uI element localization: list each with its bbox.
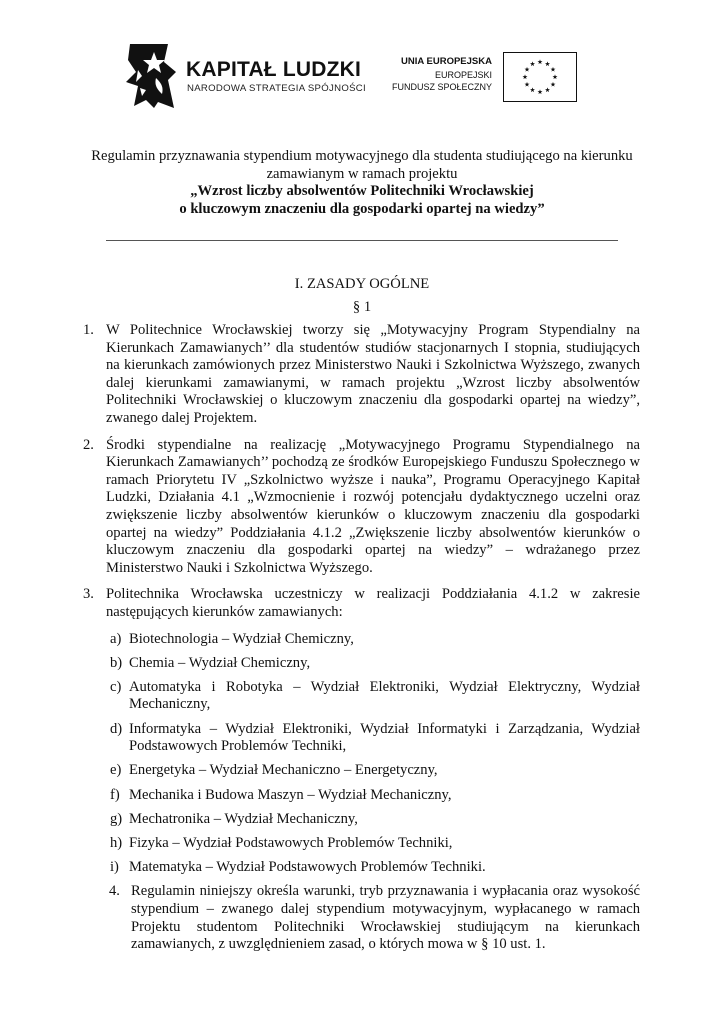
item-number: 3. xyxy=(83,586,94,603)
sub-list-item xyxy=(80,811,640,829)
sub-item-text: Matematyka – Wydział Podstawowych Problemów Techniki. xyxy=(129,859,486,876)
item-number: 1. xyxy=(83,322,94,338)
item-text: W Politechnice Wrocławskiej tworzy się „Motywacyjny Program Stypendialny na Kierunkach Zamawianych’’ dla studentów studiów stacjonarnych I stopnia, studiujących na kierunkach zamówionych przez Ministerstwo Nauki i Szkolnictwa Wyższego, zwanych dalej kierunkami zamawianymi, w ramach projektu „Wzrost liczby absolwentów Politechniki Wrocławskiej o kluczowym znaczeniu dla gospodarki opartej na wiedzy”, zwanego dalej Projektem. xyxy=(106,322,640,426)
item-text: Politechnika Wrocławska uczestniczy w realizacji Poddziałania 4.1.2 w zakresie następujących kierunków zamawianych: xyxy=(106,586,640,620)
page-header xyxy=(0,0,724,120)
project-line-2: o kluczowym znaczeniu dla gospodarki opartej na wiedzy” xyxy=(179,200,545,217)
sub-list-item xyxy=(80,679,640,714)
sub-item-letter: f) xyxy=(110,786,120,803)
eu-logo-line1: UNIA EUROPEJSKA xyxy=(401,56,492,67)
sub-item-letter: e) xyxy=(110,762,122,779)
sub-item-text: Chemia – Wydział Chemiczny, xyxy=(129,654,311,671)
document-body xyxy=(80,322,640,963)
sub-list-item xyxy=(80,835,640,853)
sub-item-letter: h) xyxy=(110,835,123,851)
sub-list-item xyxy=(80,631,640,649)
item-text: Środki stypendialne na realizację „Motywacyjnego Programu Stypendialnego na Kierunkach Zamawianych’’ pochodzą ze środków Europejskiego Funduszu Społecznego w ramach Priorytetu IV „Szkolnictwo wyższe i nauka”, Programu Operacyjnego Kapitał Ludzki, Działania 4.1 „Wzmocnienie i rozwój potencjału dydaktycznego uczelni oraz zwiększenie liczby absolwentów kierunków o kluczowym znaczeniu dla gospodarki opartej na wiedzy” Poddziałania 4.1.2 „Zwiększenie liczby absolwentów kierunków o kluczowym znaczeniu dla gospodarki opartej na wiedzy” – wdrażanego przez Ministerstwo Nauki i Szkolnictwa Wyższego. xyxy=(106,436,640,576)
eu-logo-line2: EUROPEJSKI xyxy=(434,69,492,80)
sub-list-item xyxy=(80,721,640,756)
eu-flag-icon xyxy=(503,52,577,102)
project-line-1: „Wzrost liczby absolwentów Politechniki Wrocławskiej xyxy=(190,183,534,199)
section-title: I. ZASADY OGÓLNE xyxy=(294,276,430,292)
sub-item-text: Informatyka – Wydział Elektroniki, Wydział Informatyki i Zarządzania, Wydział Podstawowych Problemów Techniki, xyxy=(129,720,640,755)
sub-item-letter: a) xyxy=(110,630,122,647)
list-item xyxy=(80,586,640,621)
list-item xyxy=(80,883,640,953)
eu-logo-text xyxy=(392,56,492,94)
sub-item-letter: d) xyxy=(110,720,123,737)
sub-list-item xyxy=(80,762,640,780)
sub-list-item xyxy=(80,859,640,877)
sub-item-letter: g) xyxy=(110,810,123,827)
kapital-ludzki-logo-icon xyxy=(124,42,180,110)
paragraph-mark: § 1 xyxy=(352,299,372,315)
title-line-1: Regulamin przyznawania stypendium motywacyjnego dla studenta studiującego na kierunku xyxy=(91,148,633,164)
sub-list-item xyxy=(80,655,640,673)
document-title xyxy=(80,148,644,218)
kapital-ludzki-title: KAPITAŁ LUDZKI xyxy=(186,58,362,81)
sub-item-letter: b) xyxy=(110,654,123,671)
list-item xyxy=(80,322,640,428)
field-of-study-list xyxy=(80,631,640,877)
sub-item-letter: i) xyxy=(110,859,119,876)
sub-item-text: Energetyka – Wydział Mechaniczno – Energetyczny, xyxy=(129,762,438,779)
sub-item-text: Mechanika i Budowa Maszyn – Wydział Mechaniczny, xyxy=(129,786,452,803)
item-number: 2. xyxy=(83,436,94,453)
horizontal-divider xyxy=(106,240,618,241)
sub-item-text: Fizyka – Wydział Podstawowych Problemów Techniki, xyxy=(129,835,453,851)
item-number: 4. xyxy=(109,883,120,900)
kapital-ludzki-subtitle: NARODOWA STRATEGIA SPÓJNOŚCI xyxy=(187,83,366,94)
list-item xyxy=(80,437,640,578)
sub-item-text: Automatyka i Robotyka – Wydział Elektroniki, Wydział Elektryczny, Wydział Mechaniczny, xyxy=(129,678,640,713)
sub-list-item xyxy=(80,787,640,805)
sub-item-letter: c) xyxy=(110,678,122,695)
eu-logo-line3: FUNDUSZ SPOŁECZNY xyxy=(391,82,492,92)
item-text: Regulamin niniejszy określa warunki, tryb przyznawania i wypłacania oraz wysokość stypendium – zwanego dalej stypendium motywacyjnym, wypłacanego w ramach Projektu studentom Politechniki Wrocławskiej studiującym na kierunkach zamawianych, z uwzględnieniem zasad, o których mowa w § 10 ust. 1. xyxy=(131,883,640,953)
sub-item-text: Mechatronika – Wydział Mechaniczny, xyxy=(129,810,358,827)
title-line-2: zamawianym w ramach projektu xyxy=(266,165,458,182)
sub-item-text: Biotechnologia – Wydział Chemiczny, xyxy=(129,630,354,647)
